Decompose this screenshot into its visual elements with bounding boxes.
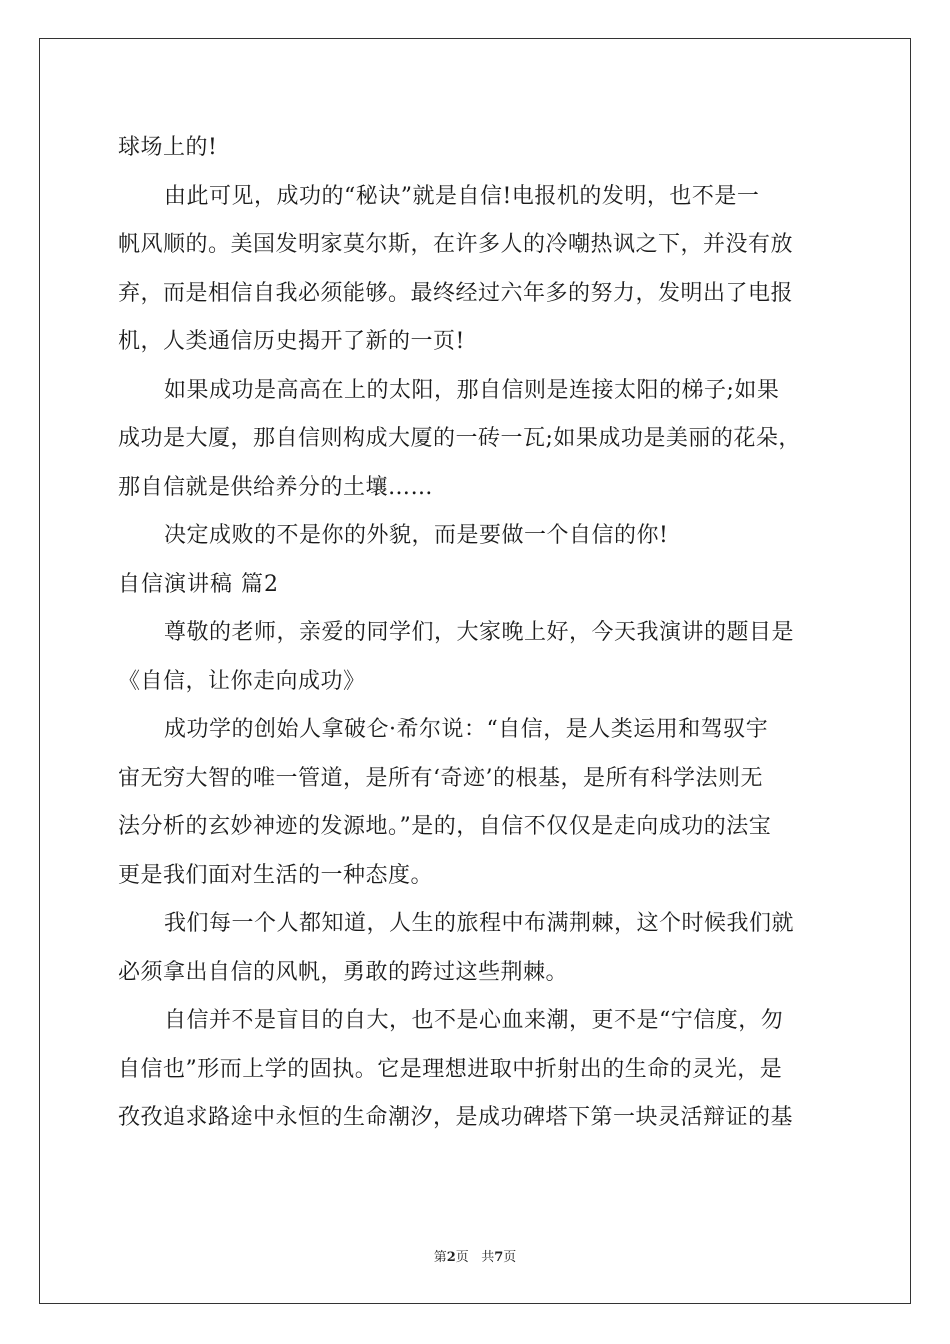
text-line: 成功是大厦，那自信则构成大厦的一砖一瓦;如果成功是美丽的花朵， [118,426,801,451]
text-line: 更是我们面对生活的一种态度。 [118,862,434,888]
page-current: 2 [446,1250,456,1265]
page-prefix: 第 [433,1250,447,1265]
document-body [118,124,838,1143]
text-line: 决定成败的不是你的外貌，而是要做一个自信的你! [164,523,669,548]
text-line: 那自信就是供给养分的土壤…… [118,474,434,500]
page-total: 7 [494,1250,504,1265]
text-line: 必须拿出自信的风帆，勇敢的跨过这些荆棘。 [118,959,569,985]
text-line: 帆风顺的。美国发明家莫尔斯，在许多人的冷嘲热讽之下，并没有放 [118,232,794,257]
text-line: 《自信，让你走向成功》 [118,668,366,694]
text-line: 尊敬的老师，亲爱的同学们，大家晚上好，今天我演讲的题目是 [164,620,795,645]
text-line: 弃，而是相信自我必须能够。最终经过六年多的努力，发明出了电报 [118,280,794,306]
total-prefix: 共 [481,1250,495,1265]
page-footer [0,1246,950,1265]
text-line: 我们每一个人都知道，人生的旅程中布满荆棘，这个时候我们就 [164,911,795,936]
text-line: 由此可见，成功的“秘诀”就是自信!电报机的发明，也不是一 [164,183,760,209]
text-line: 机，人类通信历史揭开了新的一页! [118,329,465,354]
text-line: 如果成功是高高在上的太阳，那自信则是连接太阳的梯子;如果 [164,377,780,403]
text-line: 宙无穷大智的唯一管道，是所有‘奇迹’的根基，是所有科学法则无 [118,765,763,791]
text-line: 孜孜追求路途中永恒的生命潮汐，是成功碑塔下第一块灵活辩证的基 [118,1105,794,1130]
text-line: 球场上的! [118,135,218,160]
text-line: 自信也”形而上学的固执。它是理想进取中折射出的生命的灵光，是 [118,1056,783,1082]
text-line: 成功学的创始人拿破仑·希尔说：“自信，是人类运用和驾驭宇 [164,717,769,742]
total-suffix: 页 [503,1250,517,1265]
text-line: 法分析的玄妙神迹的发源地。”是的，自信不仅仅是走向成功的法宝 [118,814,772,839]
section-heading: 自信演讲稿 篇2 [118,571,279,597]
page-suffix: 页 [455,1250,469,1265]
text-line: 自信并不是盲目的自大，也不是心血来潮，更不是“宁信度，勿 [164,1008,784,1033]
